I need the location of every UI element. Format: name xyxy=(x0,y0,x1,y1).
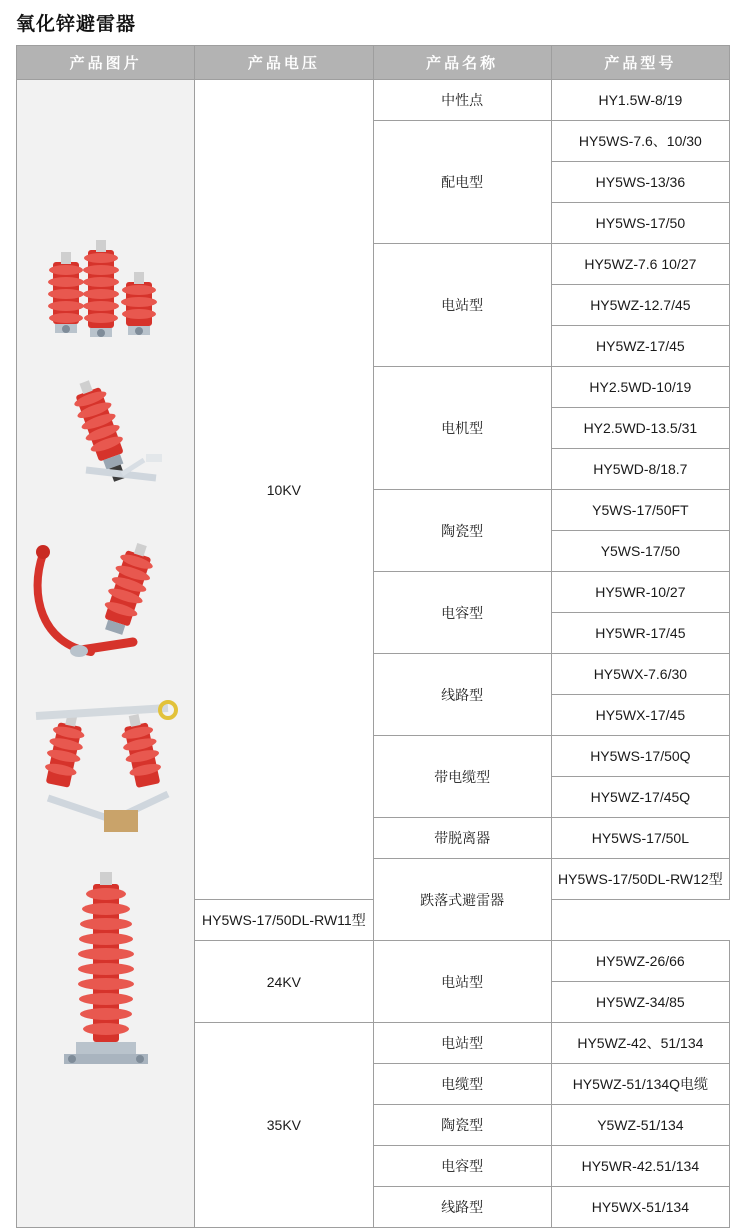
product-name-cell: 配电型 xyxy=(373,121,551,244)
product-name-cell: 电站型 xyxy=(373,1023,551,1064)
product-name-cell: 线路型 xyxy=(373,654,551,736)
product-name-cell: 电站型 xyxy=(373,244,551,367)
product-name-cell: 电机型 xyxy=(373,367,551,490)
product-model-cell: HY5WR-10/27 xyxy=(551,572,729,613)
product-name-cell: 中性点 xyxy=(373,80,551,121)
product-name-cell: 线路型 xyxy=(373,1187,551,1228)
product-name-cell: 带脱离器 xyxy=(373,818,551,859)
voltage-cell-10kv: 10KV xyxy=(195,80,373,900)
product-model-cell: HY5WZ-17/45 xyxy=(551,326,729,367)
voltage-cell-24kv: 24KV xyxy=(195,941,373,1023)
table-header-row xyxy=(17,46,730,80)
product-model-cell: HY5WS-17/50 xyxy=(551,203,729,244)
table-row xyxy=(17,80,730,121)
dropout-arrester-image xyxy=(18,694,193,844)
distribution-arrester-image xyxy=(31,234,181,354)
column-header-image: 产品图片 xyxy=(17,46,195,80)
product-model-cell: HY5WS-17/50DL-RW12型 xyxy=(551,859,729,900)
column-header-name: 产品名称 xyxy=(373,46,551,80)
product-name-cell: 带电缆型 xyxy=(373,736,551,818)
column-header-voltage: 产品电压 xyxy=(195,46,373,80)
product-model-cell: HY5WS-13/36 xyxy=(551,162,729,203)
page-title: 氧化锌避雷器 xyxy=(16,14,137,35)
cable-type-arrester-image xyxy=(21,524,191,674)
product-model-cell: HY5WS-17/50Q xyxy=(551,736,729,777)
product-model-cell: HY5WS-17/50DL-RW11型 xyxy=(195,900,373,941)
disconnector-arrester-image xyxy=(26,374,186,504)
product-name-cell: 电站型 xyxy=(373,941,551,1023)
product-model-cell: HY5WD-8/18.7 xyxy=(551,449,729,490)
product-name-cell: 电容型 xyxy=(373,572,551,654)
product-model-cell: HY5WX-17/45 xyxy=(551,695,729,736)
product-model-cell: HY5WZ-42、51/134 xyxy=(551,1023,729,1064)
column-header-model: 产品型号 xyxy=(551,46,729,80)
product-model-cell: Y5WS-17/50FT xyxy=(551,490,729,531)
voltage-cell-35kv: 35KV xyxy=(195,1023,373,1228)
product-model-cell: HY5WX-51/134 xyxy=(551,1187,729,1228)
product-spec-table xyxy=(16,45,730,1228)
product-model-cell: HY1.5W-8/19 xyxy=(551,80,729,121)
table-body xyxy=(17,80,730,1228)
product-model-cell: HY5WZ-17/45Q xyxy=(551,777,729,818)
product-image-stack xyxy=(17,218,194,1090)
product-model-cell: HY5WS-7.6、10/30 xyxy=(551,121,729,162)
product-model-cell: Y5WS-17/50 xyxy=(551,531,729,572)
product-model-cell: HY5WZ-34/85 xyxy=(551,982,729,1023)
product-model-cell: HY5WR-42.51/134 xyxy=(551,1146,729,1187)
product-name-cell: 电缆型 xyxy=(373,1064,551,1105)
product-model-cell: Y5WZ-51/134 xyxy=(551,1105,729,1146)
product-model-cell: HY5WZ-12.7/45 xyxy=(551,285,729,326)
product-model-cell: HY2.5WD-10/19 xyxy=(551,367,729,408)
product-model-cell: HY5WZ-26/66 xyxy=(551,941,729,982)
product-name-cell: 跌落式避雷器 xyxy=(373,859,551,941)
station-arrester-35kv-image xyxy=(36,864,176,1074)
product-model-cell: HY5WZ-7.6 10/27 xyxy=(551,244,729,285)
product-model-cell: HY5WR-17/45 xyxy=(551,613,729,654)
product-model-cell: HY5WZ-51/134Q电缆 xyxy=(551,1064,729,1105)
product-image-cell xyxy=(17,80,195,1228)
product-name-cell: 陶瓷型 xyxy=(373,1105,551,1146)
product-model-cell: HY5WX-7.6/30 xyxy=(551,654,729,695)
product-model-cell: HY5WS-17/50L xyxy=(551,818,729,859)
table-header xyxy=(17,46,730,80)
product-name-cell: 电容型 xyxy=(373,1146,551,1187)
product-model-cell: HY2.5WD-13.5/31 xyxy=(551,408,729,449)
product-name-cell: 陶瓷型 xyxy=(373,490,551,572)
